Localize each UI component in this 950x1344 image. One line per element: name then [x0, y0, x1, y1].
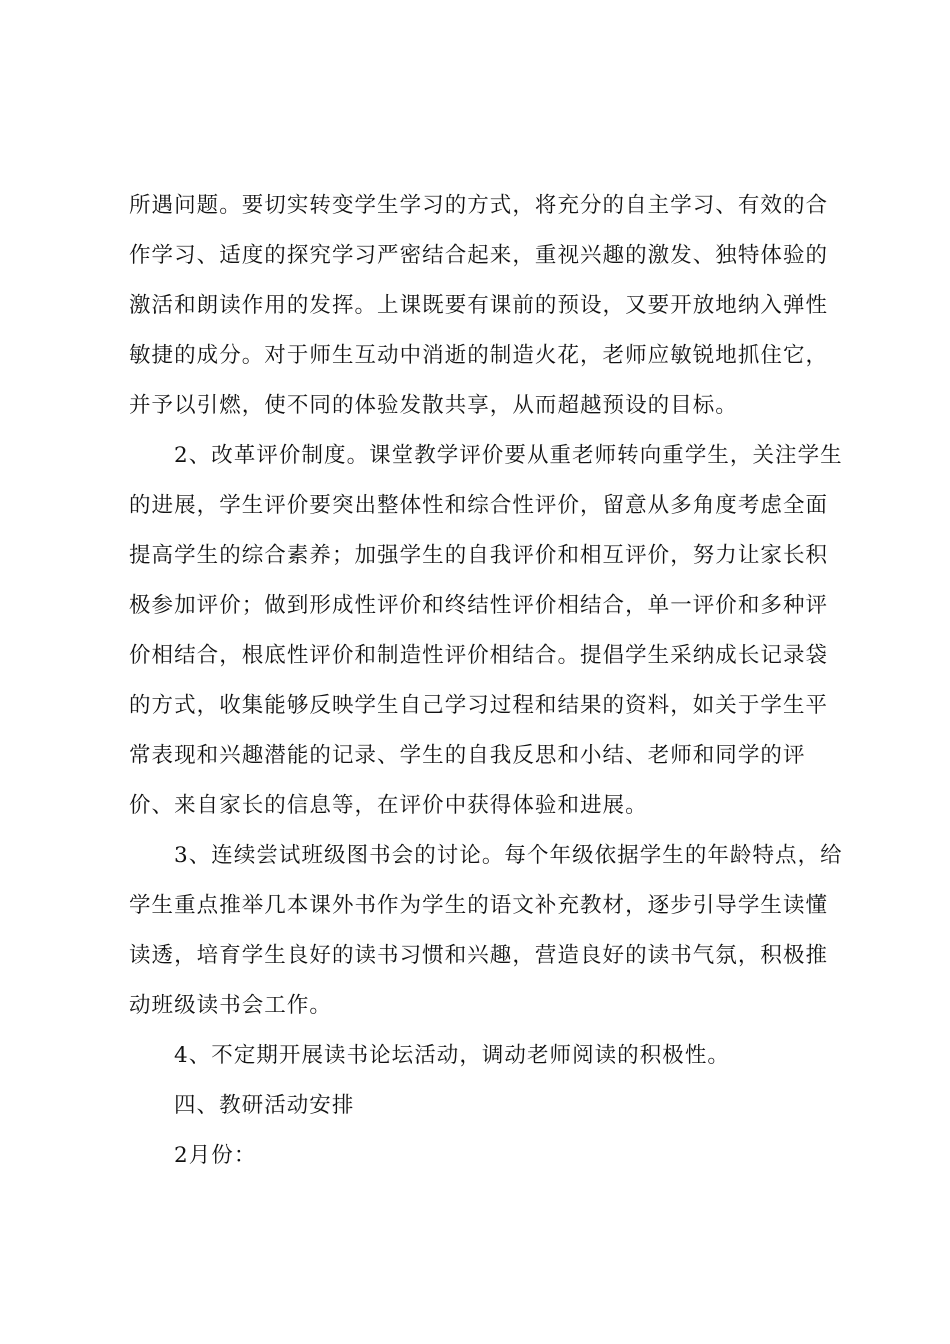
- paragraph-line: 激活和朗读作用的发挥。上课既要有课前的预设，又要开放地纳入弹性: [129, 293, 829, 318]
- paragraph-line: 的进展，学生评价要突出整体性和综合性评价，留意从多角度考虑全面: [129, 493, 829, 518]
- paragraph-line: 4、不定期开展读书论坛活动，调动老师阅读的积极性。: [174, 1043, 730, 1068]
- paragraph-line: 价相结合，根底性评价和制造性评价相结合。提倡学生采纳成长记录袋: [129, 643, 829, 668]
- paragraph-line: 极参加评价；做到形成性评价和终结性评价相结合，单一评价和多种评: [129, 593, 829, 618]
- paragraph-line: 2、改革评价制度。课堂教学评价要从重老师转向重学生，关注学生: [174, 443, 843, 468]
- section-heading: 四、教研活动安排: [174, 1093, 355, 1118]
- paragraph-line: 常表现和兴趣潜能的记录、学生的自我反思和小结、老师和同学的评: [129, 743, 806, 768]
- paragraph-line: 的方式，收集能够反映学生自己学习过程和结果的资料，如关于学生平: [129, 693, 829, 718]
- paragraph-line: 敏捷的成分。对于师生互动中消逝的制造火花，老师应敏锐地抓住它，: [129, 343, 829, 368]
- paragraph-line: 所遇问题。要切实转变学生学习的方式，将充分的自主学习、有效的合: [129, 193, 829, 218]
- paragraph-line: 并予以引燃，使不同的体验发散共享，从而超越预设的目标。: [129, 393, 738, 418]
- paragraph-line: 学生重点推举几本课外书作为学生的语文补充教材，逐步引导学生读懂: [129, 893, 829, 918]
- paragraph-line: 作学习、适度的探究学习严密结合起来，重视兴趣的激发、独特体验的: [129, 243, 829, 268]
- paragraph-line: 动班级读书会工作。: [129, 993, 332, 1018]
- month-heading: 2月份：: [174, 1143, 257, 1168]
- paragraph-line: 3、连续尝试班级图书会的讨论。每个年级依据学生的年龄特点，给: [174, 843, 843, 868]
- paragraph-line: 提高学生的综合素养；加强学生的自我评价和相互评价，努力让家长积: [129, 543, 829, 568]
- paragraph-line: 读透，培育学生良好的读书习惯和兴趣，营造良好的读书气氛，积极推: [129, 943, 829, 968]
- document-body: [129, 181, 843, 1181]
- paragraph-line: 价、来自家长的信息等，在评价中获得体验和进展。: [129, 793, 648, 818]
